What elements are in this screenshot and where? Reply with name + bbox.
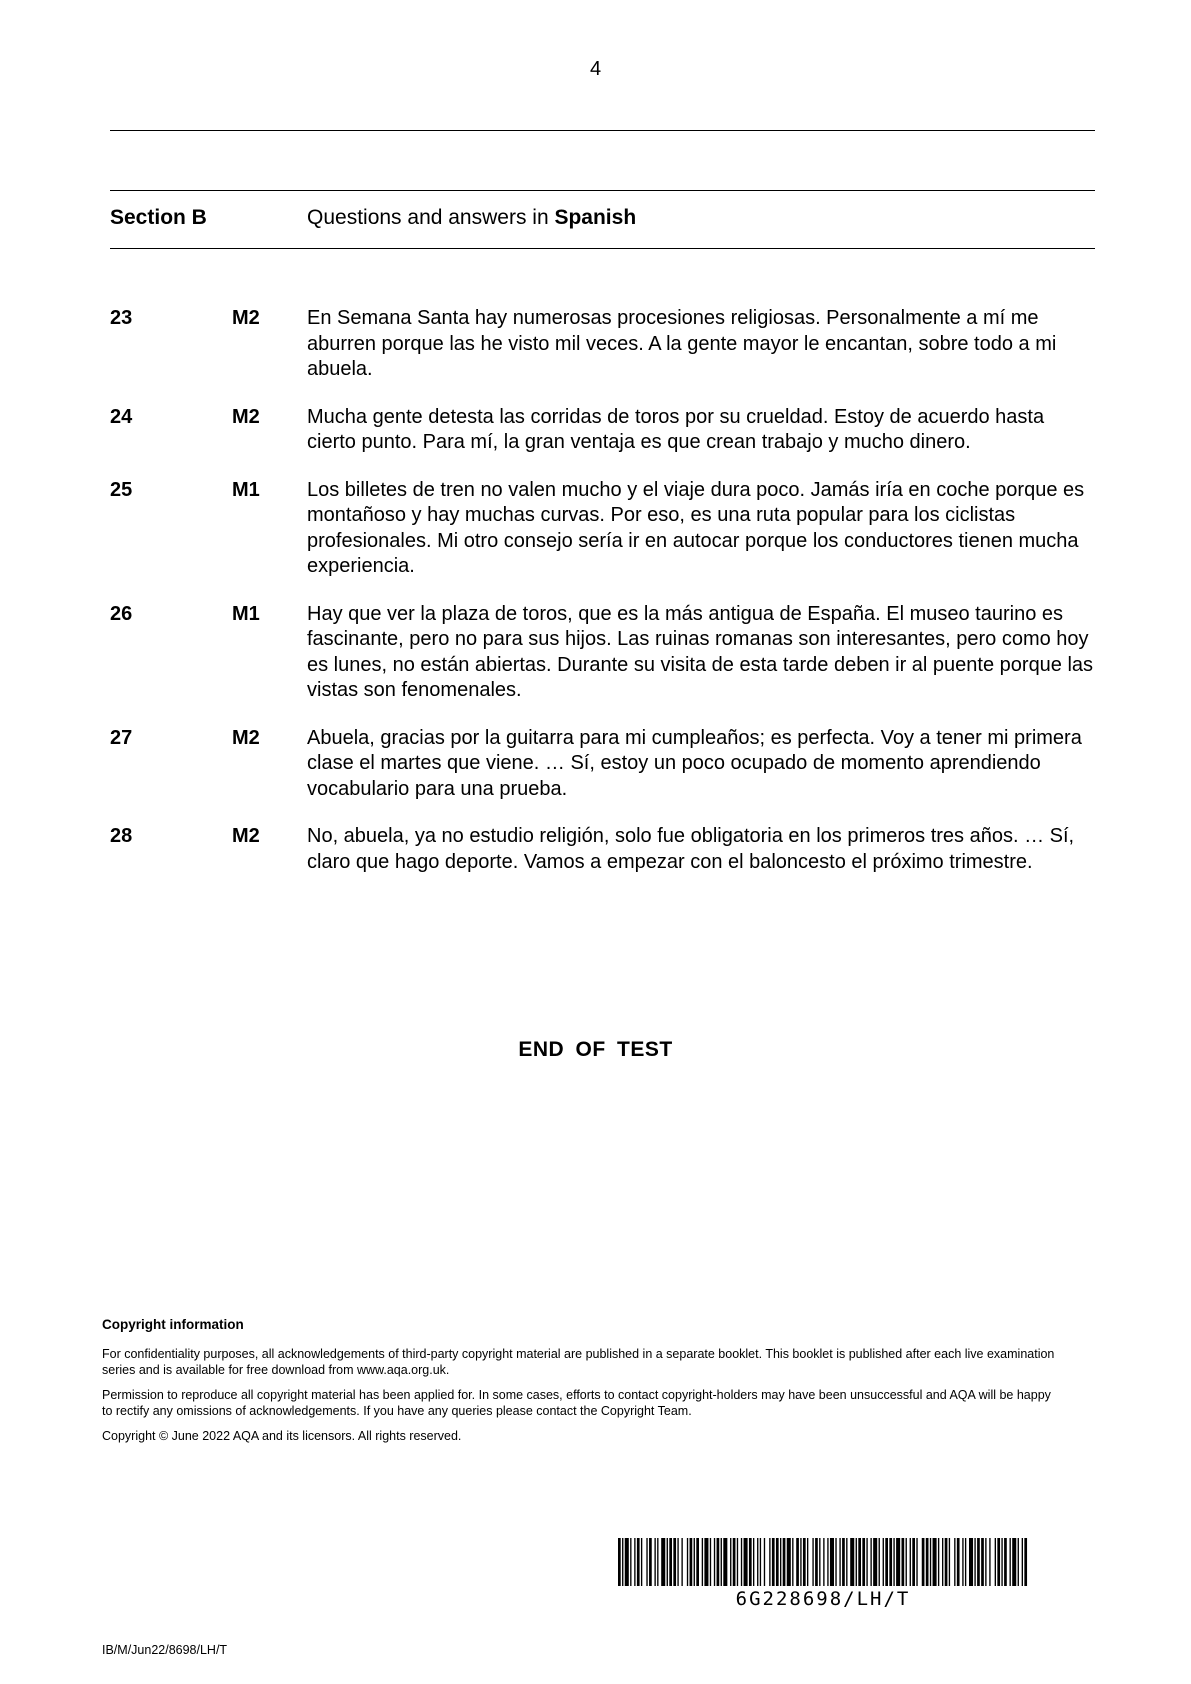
transcript-item-27 xyxy=(110,726,1095,803)
copyright-paragraph-notice: Copyright © June 2022 AQA and its licensors. All rights reserved. xyxy=(102,1429,462,1443)
barcode-bar xyxy=(721,1538,722,1586)
transcript-item-25 xyxy=(110,478,1095,580)
barcode-bar xyxy=(796,1538,799,1586)
transcript-text: Abuela, gracias por la guitarra para mi cumpleaños; es perfecta. Voy a tener mi primera clase el martes que viene. … Sí, estoy un poco ocupado de momento aprendiendo vocabulario para una prueba. xyxy=(307,726,1082,800)
barcode-bar xyxy=(902,1538,905,1586)
barcode-bar xyxy=(995,1538,996,1586)
copyright-title: Copyright information xyxy=(102,1317,244,1332)
barcode-bar xyxy=(772,1538,775,1586)
copyright-block xyxy=(102,1317,1062,1453)
barcode-bar xyxy=(974,1538,975,1586)
barcode-bar xyxy=(1012,1538,1016,1586)
barcode-bar xyxy=(800,1538,801,1586)
barcode-bar xyxy=(807,1538,808,1586)
barcode-bar xyxy=(885,1538,888,1586)
barcode-bar xyxy=(690,1538,693,1586)
section-desc-language: Spanish xyxy=(554,206,637,229)
mark-code: M1 xyxy=(232,478,260,501)
barcode-bar xyxy=(769,1538,770,1586)
barcode-bar xyxy=(954,1538,955,1586)
barcode-bar xyxy=(819,1538,820,1586)
mark-code: M1 xyxy=(232,602,260,625)
barcode-bar xyxy=(827,1538,828,1586)
page-number: 4 xyxy=(589,58,602,80)
transcript-item-28 xyxy=(110,824,1095,875)
transcript-text: Hay que ver la plaza de toros, que es la más antigua de España. El museo taurino es fascinante, pero no para sus hijos. Las ruinas romanas son interesantes, pero como hoy es lunes, no están abiertas. Durante su visita de esta tarde deben ir al puente porque las vistas son fenomenales. xyxy=(307,602,1094,701)
barcode-bar xyxy=(870,1538,871,1586)
barcode-bar xyxy=(733,1538,736,1586)
barcode-bar xyxy=(1018,1538,1019,1586)
barcode-bar xyxy=(965,1538,966,1586)
barcode-bar xyxy=(730,1538,731,1586)
question-number: 26 xyxy=(110,602,133,625)
barcode-bar xyxy=(1001,1538,1002,1586)
barcode-bar xyxy=(896,1538,900,1586)
barcode-bar xyxy=(938,1538,939,1586)
mark-code: M2 xyxy=(232,405,260,428)
barcode-bar xyxy=(677,1538,678,1586)
end-of-test-label: END OF TEST xyxy=(518,1038,673,1061)
barcode-bar xyxy=(916,1538,917,1586)
barcode-bar xyxy=(760,1538,761,1586)
barcode-bar xyxy=(985,1538,986,1586)
barcode-bar xyxy=(1004,1538,1007,1586)
barcode-bar xyxy=(1024,1538,1027,1586)
barcode-bar xyxy=(942,1538,943,1586)
barcode-bar xyxy=(694,1538,695,1586)
question-number: 27 xyxy=(110,726,133,749)
barcode-bar xyxy=(667,1538,668,1586)
barcode-bar xyxy=(787,1538,791,1586)
barcode-bar xyxy=(634,1538,635,1586)
barcode-bar xyxy=(912,1538,915,1586)
barcode xyxy=(618,1538,1028,1586)
barcode-bar xyxy=(657,1538,658,1586)
barcode-bar xyxy=(835,1538,836,1586)
section-label: Section B xyxy=(110,206,207,229)
question-number: 24 xyxy=(110,405,133,428)
question-number: 25 xyxy=(110,478,133,501)
transcript-text: Mucha gente detesta las corridas de toros por su crueldad. Estoy de acuerdo hasta cierto punto. Para mí, la gran ventaja es que crean trabajo y mucho dinero. xyxy=(307,405,1045,453)
barcode-bar xyxy=(846,1538,847,1586)
barcode-bar xyxy=(842,1538,845,1586)
barcode-bar xyxy=(889,1538,892,1586)
barcode-bar xyxy=(702,1538,703,1586)
barcode-bar xyxy=(646,1538,647,1586)
barcode-bar xyxy=(744,1538,748,1586)
mark-code: M2 xyxy=(232,825,260,847)
barcode-bar xyxy=(1010,1538,1011,1586)
barcode-bar xyxy=(883,1538,884,1586)
barcode-text: 6G228698/LH/T xyxy=(735,1588,911,1610)
barcode-bar xyxy=(704,1538,708,1586)
barcode-bar xyxy=(866,1538,867,1586)
barcode-bar xyxy=(753,1538,754,1586)
barcode-bar xyxy=(812,1538,813,1586)
barcode-bar xyxy=(673,1538,676,1586)
section-header-top-rule xyxy=(110,190,1095,191)
barcode-bar xyxy=(723,1538,727,1586)
barcode-bar xyxy=(764,1538,765,1586)
barcode-bar xyxy=(906,1538,907,1586)
barcode-bar xyxy=(622,1538,623,1586)
transcript-text: En Semana Santa hay numerosas procesiones religiosas. Personalmente a mí me aburren porque las he visto mil veces. A la gente mayor le encantan, sobre todo a mi abuela. xyxy=(307,307,1057,380)
barcode-bar xyxy=(649,1538,652,1586)
barcode-bar xyxy=(792,1538,793,1586)
barcode-bar xyxy=(839,1538,840,1586)
barcode-bar xyxy=(710,1538,711,1586)
barcode-bar xyxy=(641,1538,642,1586)
barcode-bar xyxy=(962,1538,963,1586)
barcode-bar xyxy=(858,1538,861,1586)
copyright-paragraph-confidentiality: For confidentiality purposes, all acknowledgements of third-party copyright material are published in a separate booklet. This booklet is published after each live examination series and is available for free download from www.aqa.org.uk. xyxy=(102,1347,1055,1377)
barcode-bar xyxy=(696,1538,699,1586)
barcode-bar xyxy=(873,1538,877,1586)
barcode-bar xyxy=(977,1538,980,1586)
barcode-bar xyxy=(776,1538,779,1586)
transcript-list xyxy=(110,306,1095,897)
barcode-bar xyxy=(989,1538,990,1586)
barcode-bar xyxy=(757,1538,758,1586)
barcode-bar xyxy=(879,1538,880,1586)
footer-reference: IB/M/Jun22/8698/LH/T xyxy=(102,1643,228,1657)
barcode-bar xyxy=(922,1538,925,1586)
barcode-bar xyxy=(669,1538,672,1586)
barcode-bar xyxy=(741,1538,742,1586)
barcode-bar xyxy=(862,1538,865,1586)
barcode-bar xyxy=(717,1538,720,1586)
transcript-item-23 xyxy=(110,306,1095,383)
section-description xyxy=(307,206,636,230)
barcode-bar xyxy=(949,1538,950,1586)
barcode-bar xyxy=(625,1538,629,1586)
barcode-bar xyxy=(654,1538,655,1586)
barcode-bar xyxy=(856,1538,857,1586)
barcode-bar xyxy=(714,1538,715,1586)
copyright-paragraph-permission: Permission to reproduce all copyright material has been applied for. In some cases, efforts to contact copyright-holders may have been unsuccessful and AQA will be happy to rectify any omissions of acknowledgements. If you have any queries please contact the Copyright Team. xyxy=(102,1388,1051,1418)
barcode-bar xyxy=(780,1538,781,1586)
barcode-bar xyxy=(783,1538,786,1586)
barcode-bar xyxy=(850,1538,854,1586)
barcode-bar xyxy=(997,1538,1000,1586)
barcode-bar xyxy=(981,1538,984,1586)
transcript-text: No, abuela, ya no estudio religión, solo fue obligatoria en los primeros tres años. … Sí, claro que hago deporte. Vamos a empezar con el baloncesto el próximo trimestre. xyxy=(307,825,1075,873)
barcode-bar xyxy=(1022,1538,1023,1586)
barcode-bar xyxy=(893,1538,894,1586)
barcode-bar xyxy=(910,1538,911,1586)
mark-code: M2 xyxy=(232,726,260,749)
question-number: 28 xyxy=(110,825,133,847)
transcript-text: Los billetes de tren no valen mucho y el viaje dura poco. Jamás iría en coche porque es montañoso y hay muchas curvas. Por eso, es una ruta popular para los ciclistas profesionales. Mi otro consejo sería ir en autocar porque los conductores tienen mucha experiencia. xyxy=(307,478,1085,577)
barcode-bar xyxy=(969,1538,973,1586)
barcode-bar xyxy=(637,1538,640,1586)
top-divider xyxy=(110,130,1095,131)
barcode-bar xyxy=(945,1538,948,1586)
transcript-item-24 xyxy=(110,405,1095,456)
barcode-bar xyxy=(661,1538,665,1586)
question-number: 23 xyxy=(110,307,133,329)
barcode-bar xyxy=(933,1538,937,1586)
barcode-bar xyxy=(823,1538,824,1586)
barcode-bar xyxy=(815,1538,818,1586)
barcode-bar xyxy=(737,1538,738,1586)
barcode-bar xyxy=(618,1538,621,1586)
barcode-bar xyxy=(630,1538,631,1586)
barcode-bar xyxy=(830,1538,834,1586)
barcode-bar xyxy=(687,1538,688,1586)
section-header-bottom-rule xyxy=(110,248,1095,249)
barcode-bar xyxy=(957,1538,960,1586)
barcode-bar xyxy=(926,1538,929,1586)
barcode-bar xyxy=(930,1538,931,1586)
transcript-item-26 xyxy=(110,602,1095,704)
mark-code: M2 xyxy=(232,307,260,329)
section-desc-prefix: Questions and answers in xyxy=(307,206,555,229)
barcode-bar xyxy=(681,1538,682,1586)
barcode-bar xyxy=(749,1538,752,1586)
barcode-bar xyxy=(803,1538,806,1586)
